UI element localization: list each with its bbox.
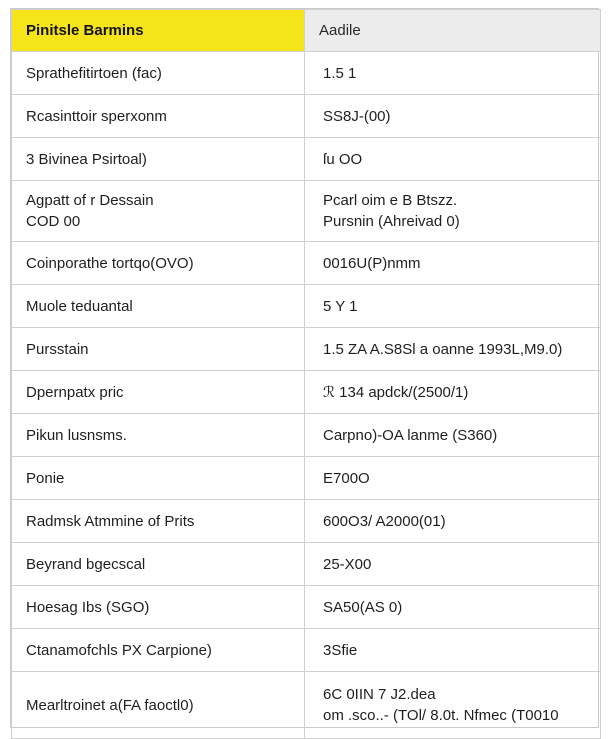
row-label: Dpernpatx pric (26, 383, 124, 401)
table-row (12, 328, 601, 371)
row-label-cell (12, 500, 305, 543)
row-label-cell (12, 285, 305, 328)
row-label: Pikun lusnsms. (26, 426, 127, 444)
row-label-cell (12, 371, 305, 414)
row-value-cell (305, 328, 601, 371)
row-value: ſu OO (323, 150, 363, 168)
table-row (12, 672, 601, 739)
row-value-cell (305, 500, 601, 543)
table-row (12, 95, 601, 138)
table-row (12, 181, 601, 242)
table-row (12, 52, 601, 95)
table-body (12, 52, 601, 739)
row-value-cell (305, 672, 601, 739)
table-row (12, 629, 601, 672)
row-value-cell (305, 414, 601, 457)
row-value: 3Sfie (323, 641, 358, 659)
row-label-cell (12, 328, 305, 371)
table-row (12, 371, 601, 414)
row-label: Coinporathe tortqo(OVO) (26, 254, 194, 272)
table-row (12, 414, 601, 457)
row-value-cell (305, 586, 601, 629)
row-value: 1.5 ZA A.S8Sl a oanne 1993L,M9.0) (323, 340, 563, 358)
row-value: SS8J-(00) (323, 107, 391, 125)
row-label-cell (12, 586, 305, 629)
table-row (12, 586, 601, 629)
row-value: om .sco..- (TOl/ 8.0t. Nfmec (T0010 (323, 707, 559, 724)
row-value: 6C 0IIN 7 J2.dea (323, 686, 436, 703)
table-row (12, 138, 601, 181)
row-label-cell (12, 181, 305, 242)
row-value: 5 Y 1 (323, 297, 358, 315)
row-value-cell (305, 371, 601, 414)
table-header-row (12, 10, 601, 52)
data-table (11, 9, 601, 739)
data-table-container (10, 8, 599, 728)
row-value: Pcarl oim e B Btszz. (323, 192, 458, 209)
row-label: Beyrand bgecscal (26, 555, 146, 573)
row-label: Pursstain (26, 340, 89, 358)
row-label-cell (12, 414, 305, 457)
row-label: Sprathefitirtoen (fac) (26, 64, 162, 82)
table-row (12, 242, 601, 285)
row-value-cell (305, 457, 601, 500)
row-value: ℛ 134 apdck/(2500/1) (323, 383, 469, 401)
row-label-cell (12, 95, 305, 138)
row-value-cell (305, 285, 601, 328)
row-value: Carpno)-OA lanme (S360) (323, 426, 498, 444)
row-value: SA50(AS 0) (323, 598, 403, 616)
row-value: 0016U(P)nmm (323, 254, 421, 272)
row-label-cell (12, 242, 305, 285)
row-label: Hoesag Ibs (SGO) (26, 598, 150, 616)
row-label-cell (12, 543, 305, 586)
table-row (12, 285, 601, 328)
row-label-cell (12, 672, 305, 739)
row-label: Mearltroinet a(FA faoctl0) (26, 696, 194, 714)
row-label-cell (12, 138, 305, 181)
header-col2: Aadile (305, 10, 601, 52)
row-value-cell (305, 52, 601, 95)
row-label: Ponie (26, 469, 65, 487)
row-value-cell (305, 181, 601, 242)
row-value: 600O3/ A2000(01) (323, 512, 446, 530)
row-label-cell (12, 629, 305, 672)
row-value-cell (305, 95, 601, 138)
row-label: Radmsk Atmmine of Prits (26, 512, 195, 530)
header-col1: Pinitsle Barmins (12, 10, 305, 52)
row-value-cell (305, 543, 601, 586)
table-row (12, 457, 601, 500)
row-label: Agpatt of r Dessain (26, 192, 154, 209)
row-value-cell (305, 629, 601, 672)
row-label-cell (12, 457, 305, 500)
row-label: 3 Bivinea Psirtoal) (26, 150, 147, 168)
row-value: 1.5 1 (323, 64, 357, 82)
row-value-cell (305, 138, 601, 181)
row-value: E700O (323, 469, 370, 487)
row-label: Muole teduantal (26, 297, 133, 315)
row-value: 25-X00 (323, 555, 372, 573)
row-label: Ctanamofchls PX Carpione) (26, 641, 212, 659)
row-value-cell (305, 242, 601, 285)
table-row (12, 500, 601, 543)
table-row (12, 543, 601, 586)
row-value: Pursnin (Ahreivad 0) (323, 213, 460, 230)
row-label: Rcasinttoir sperxonm (26, 107, 167, 125)
row-label-cell (12, 52, 305, 95)
row-label: COD 00 (26, 213, 81, 230)
